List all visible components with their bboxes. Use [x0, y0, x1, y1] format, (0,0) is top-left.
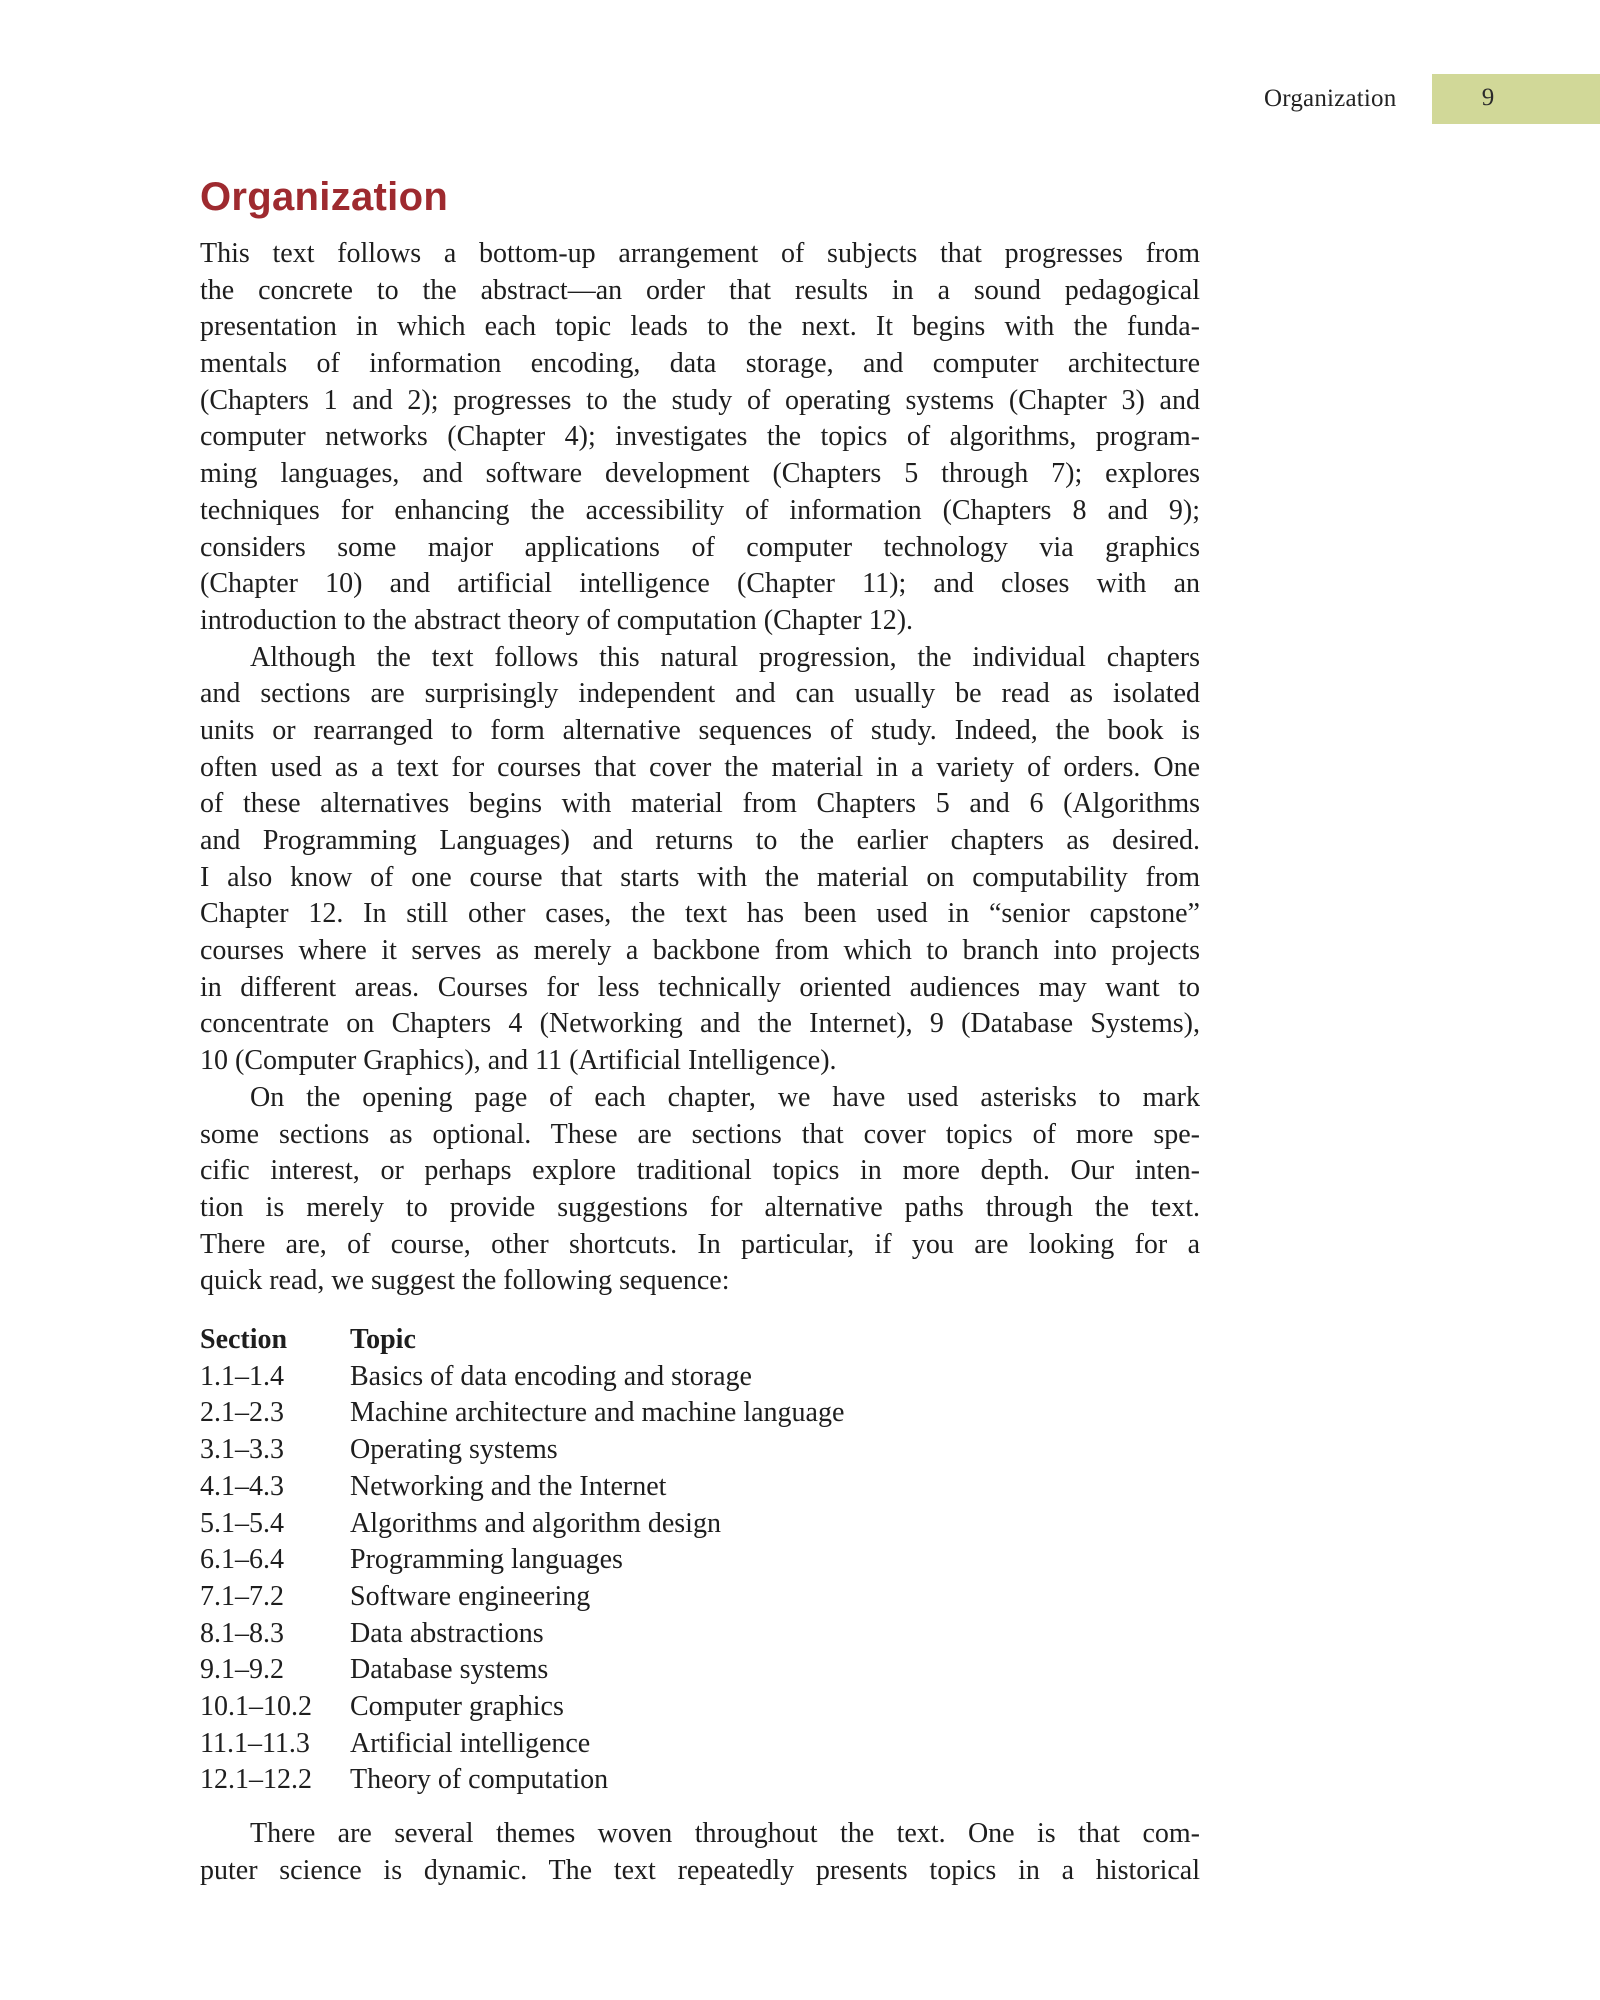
- table-row: [200, 1359, 844, 1396]
- text-line: units or rearranged to form alternative sequences of study. Indeed, the book is: [200, 714, 1200, 746]
- table-row: [200, 1395, 844, 1432]
- text-line: cific interest, or perhaps explore traditional topics in more depth. Our inten-: [200, 1155, 1200, 1187]
- text-line: the concrete to the abstract—an order that results in a sound pedagogical: [200, 274, 1200, 306]
- section-range: 3.1–3.3: [200, 1434, 284, 1466]
- text-line: in different areas. Courses for less technically oriented audiences may want to: [200, 971, 1200, 1003]
- topic-name: Artificial intelligence: [350, 1727, 591, 1759]
- section-range: 9.1–9.2: [200, 1654, 284, 1686]
- topic-name: Theory of computation: [350, 1764, 609, 1796]
- section-range: 5.1–5.4: [200, 1507, 284, 1539]
- text-line: of these alternatives begins with material from Chapters 5 and 6 (Algorithms: [200, 788, 1200, 820]
- text-line: courses where it serves as merely a backbone from which to branch into projects: [200, 935, 1200, 967]
- topic-name: Computer graphics: [350, 1691, 564, 1723]
- text-line: puter science is dynamic. The text repeatedly presents topics in a historical: [200, 1854, 1200, 1886]
- table-row: [200, 1432, 844, 1469]
- table-row: [200, 1726, 844, 1763]
- text-line: techniques for enhancing the accessibility of information (Chapters 8 and 9);: [200, 494, 1200, 526]
- topic-name: Software engineering: [350, 1580, 591, 1612]
- paragraph: [200, 1816, 1200, 1889]
- section-range: 4.1–4.3: [200, 1470, 284, 1502]
- text-line: considers some major applications of computer technology via graphics: [200, 531, 1200, 563]
- topic-name: Programming languages: [350, 1544, 623, 1576]
- page-number-tab: [1432, 74, 1600, 124]
- table-row: [200, 1616, 844, 1653]
- text-line: and sections are surprisingly independent and can usually be read as isolated: [200, 678, 1200, 710]
- table-row: [200, 1579, 844, 1616]
- paragraph: [200, 640, 1200, 1080]
- text-line: quick read, we suggest the following sequence:: [200, 1265, 730, 1297]
- text-line: On the opening page of each chapter, we have used asterisks to mark: [250, 1081, 1200, 1113]
- topic-name: Algorithms and algorithm design: [350, 1507, 721, 1539]
- text-line: mentals of information encoding, data storage, and computer architecture: [200, 348, 1200, 380]
- text-line: often used as a text for courses that cover the material in a variety of orders. One: [200, 751, 1200, 783]
- table-row: [200, 1762, 844, 1799]
- topic-name: Machine architecture and machine language: [350, 1397, 845, 1429]
- table-row: [200, 1652, 844, 1689]
- text-line: Although the text follows this natural progression, the individual chapters: [250, 641, 1200, 673]
- paragraph: [200, 1080, 1200, 1300]
- reading-sequence-table: [200, 1322, 844, 1799]
- topic-name: Operating systems: [350, 1434, 558, 1466]
- section-range: 7.1–7.2: [200, 1580, 284, 1612]
- topic-name: Database systems: [350, 1654, 549, 1686]
- table-row: [200, 1506, 844, 1543]
- text-line: 10 (Computer Graphics), and 11 (Artificial Intelligence).: [200, 1045, 837, 1077]
- section-range: 11.1–11.3: [200, 1727, 310, 1759]
- paragraph: [200, 236, 1200, 640]
- table-row: [200, 1469, 844, 1506]
- text-line: introduction to the abstract theory of computation (Chapter 12).: [200, 604, 914, 636]
- text-line: some sections as optional. These are sections that cover topics of more spe-: [200, 1118, 1200, 1150]
- page-number: 9: [1481, 84, 1495, 111]
- running-head: [0, 74, 1600, 124]
- closing-paragraph: [200, 1816, 1200, 1889]
- body-text: [200, 236, 1200, 1300]
- text-line: presentation in which each topic leads to the next. It begins with the funda-: [200, 311, 1200, 343]
- section-range: 12.1–12.2: [200, 1764, 312, 1796]
- running-head-title: Organization: [1264, 85, 1397, 112]
- text-line: tion is merely to provide suggestions for alternative paths through the text.: [200, 1191, 1200, 1223]
- section-range: 10.1–10.2: [200, 1691, 312, 1723]
- topic-name: Data abstractions: [350, 1617, 544, 1649]
- text-line: and Programming Languages) and returns to the earlier chapters as desired.: [200, 825, 1200, 856]
- text-line: Chapter 12. In still other cases, the text has been used in “senior capstone”: [200, 898, 1200, 930]
- table-header-row: [200, 1322, 844, 1359]
- text-line: concentrate on Chapters 4 (Networking and the Internet), 9 (Database Systems),: [200, 1008, 1200, 1040]
- topic-name: Basics of data encoding and storage: [350, 1360, 752, 1392]
- topic-name: Networking and the Internet: [350, 1470, 667, 1502]
- section-range: 8.1–8.3: [200, 1617, 284, 1649]
- text-line: (Chapter 10) and artificial intelligence (Chapter 11); and closes with an: [200, 568, 1200, 600]
- section-range: 6.1–6.4: [200, 1544, 284, 1576]
- section-range: 2.1–2.3: [200, 1397, 284, 1429]
- text-line: computer networks (Chapter 4); investigates the topics of algorithms, program-: [200, 421, 1200, 453]
- text-line: There are several themes woven throughout the text. One is that com-: [250, 1818, 1200, 1849]
- column-header-section: Section: [200, 1324, 288, 1355]
- text-line: There are, of course, other shortcuts. In particular, if you are looking for a: [200, 1228, 1200, 1260]
- table-row: [200, 1542, 844, 1579]
- text-line: This text follows a bottom-up arrangement of subjects that progresses from: [200, 238, 1200, 269]
- section-range: 1.1–1.4: [200, 1360, 284, 1392]
- text-line: I also know of one course that starts with the material on computability from: [200, 861, 1200, 893]
- section-heading: Organization: [200, 175, 449, 219]
- text-line: (Chapters 1 and 2); progresses to the study of operating systems (Chapter 3) and: [200, 384, 1200, 416]
- table-row: [200, 1689, 844, 1726]
- text-line: ming languages, and software development (Chapters 5 through 7); explores: [200, 458, 1200, 490]
- column-header-topic: Topic: [350, 1324, 416, 1355]
